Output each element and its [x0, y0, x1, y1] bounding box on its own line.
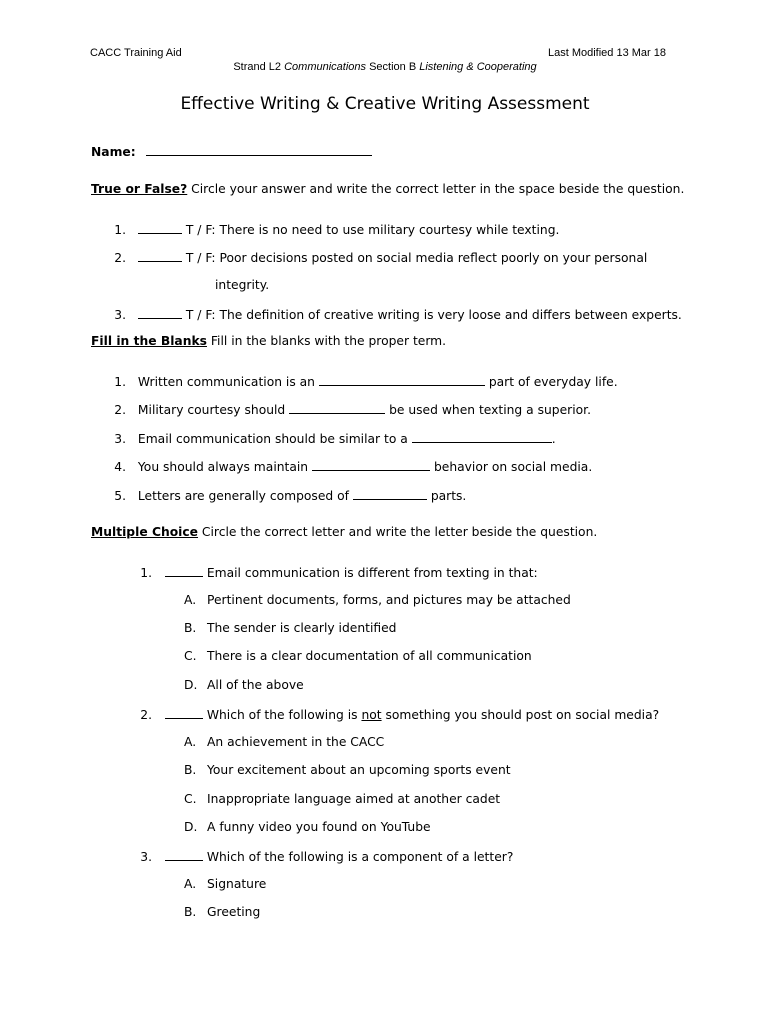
tf-answer-blank-1[interactable]	[138, 221, 182, 234]
tf-item-text-1: T / F: There is no need to use military courtesy while texting.	[185, 223, 560, 237]
mc-question-3: 3. Which of the following is a component of a letter?	[140, 850, 514, 864]
tf-item-text-3: T / F: The definition of creative writing is very loose and differs between experts.	[185, 308, 682, 322]
strand-mid: Section B	[366, 61, 420, 73]
mc-option: C. Inappropriate language aimed at another cadet	[184, 792, 501, 806]
header-right: Last Modified 13 Mar 18	[547, 47, 666, 59]
fill-blank-3[interactable]	[412, 430, 552, 443]
true-false-heading-row	[91, 182, 684, 196]
fill-item-4: 4. You should always maintain behavior on social media.	[114, 460, 593, 474]
true-false-heading: True or False?	[91, 182, 188, 196]
mc-option: B. Your excitement about an upcoming sports event	[184, 763, 511, 777]
fill-blank-2[interactable]	[289, 401, 385, 414]
name-row	[91, 143, 372, 159]
mc-option: A. Pertinent documents, forms, and pictures may be attached	[184, 593, 571, 607]
mc-answer-blank-2[interactable]	[165, 706, 203, 719]
multiple-choice-heading: Multiple Choice	[91, 525, 199, 539]
true-false-instructions: Circle your answer and write the correct letter in the space beside the question.	[187, 182, 685, 196]
strand-prefix: Strand L2	[233, 61, 285, 73]
strand-italic-communications: Communications	[284, 61, 367, 73]
mc-question-1: 1. Email communication is different from texting in that:	[140, 566, 538, 580]
fill-blank-1[interactable]	[319, 373, 485, 386]
fill-blank-5[interactable]	[353, 487, 427, 500]
header-left: CACC Training Aid	[90, 47, 182, 59]
tf-answer-blank-2[interactable]	[138, 249, 182, 262]
fill-blanks-instructions: Fill in the blanks with the proper term.	[206, 334, 447, 348]
mc-answer-blank-1[interactable]	[165, 564, 203, 577]
emphasis-not: not	[361, 708, 382, 722]
fill-item-5: 5. Letters are generally composed of parts.	[114, 489, 467, 503]
tf-item-1: 1. T / F: There is no need to use military courtesy while texting.	[114, 223, 560, 237]
tf-item-text-2: T / F: Poor decisions posted on social media reflect poorly on your personal	[185, 251, 648, 265]
fill-blanks-heading: Fill in the Blanks	[91, 334, 207, 348]
page-title: Effective Writing & Creative Writing Assessment	[180, 94, 590, 114]
multiple-choice-instructions: Circle the correct letter and write the letter beside the question.	[198, 525, 598, 539]
name-blank[interactable]	[146, 143, 372, 156]
mc-option: A. An achievement in the CACC	[184, 735, 385, 749]
fill-item-3: 3. Email communication should be similar to a .	[114, 432, 556, 446]
strand-italic-listening: Listening & Cooperating	[419, 61, 537, 73]
mc-question-2: 2. Which of the following is not something you should post on social media?	[140, 708, 660, 722]
tf-item-3: 3. T / F: The definition of creative writing is very loose and differs between experts.	[114, 308, 682, 322]
mc-option: B. Greeting	[184, 905, 261, 919]
tf-answer-blank-3[interactable]	[138, 306, 182, 319]
mc-option: B. The sender is clearly identified	[184, 621, 397, 635]
multiple-choice-heading-row	[91, 525, 597, 539]
fill-item-2: 2. Military courtesy should be used when texting a superior.	[114, 403, 591, 417]
tf-item-2-cont: integrity.	[215, 278, 270, 292]
tf-item-2: 2. T / F: Poor decisions posted on social media reflect poorly on your personal	[114, 251, 648, 265]
mc-answer-blank-3[interactable]	[165, 848, 203, 861]
name-label: Name:	[91, 145, 136, 159]
fill-blanks-heading-row	[91, 334, 446, 348]
fill-blank-4[interactable]	[312, 458, 430, 471]
mc-option: D. A funny video you found on YouTube	[184, 820, 431, 834]
header-strand	[0, 61, 770, 73]
fill-item-1: 1. Written communication is an part of everyday life.	[114, 375, 618, 389]
mc-option: D. All of the above	[184, 678, 304, 692]
mc-option: A. Signature	[184, 877, 267, 891]
mc-option: C. There is a clear documentation of all communication	[184, 649, 532, 663]
